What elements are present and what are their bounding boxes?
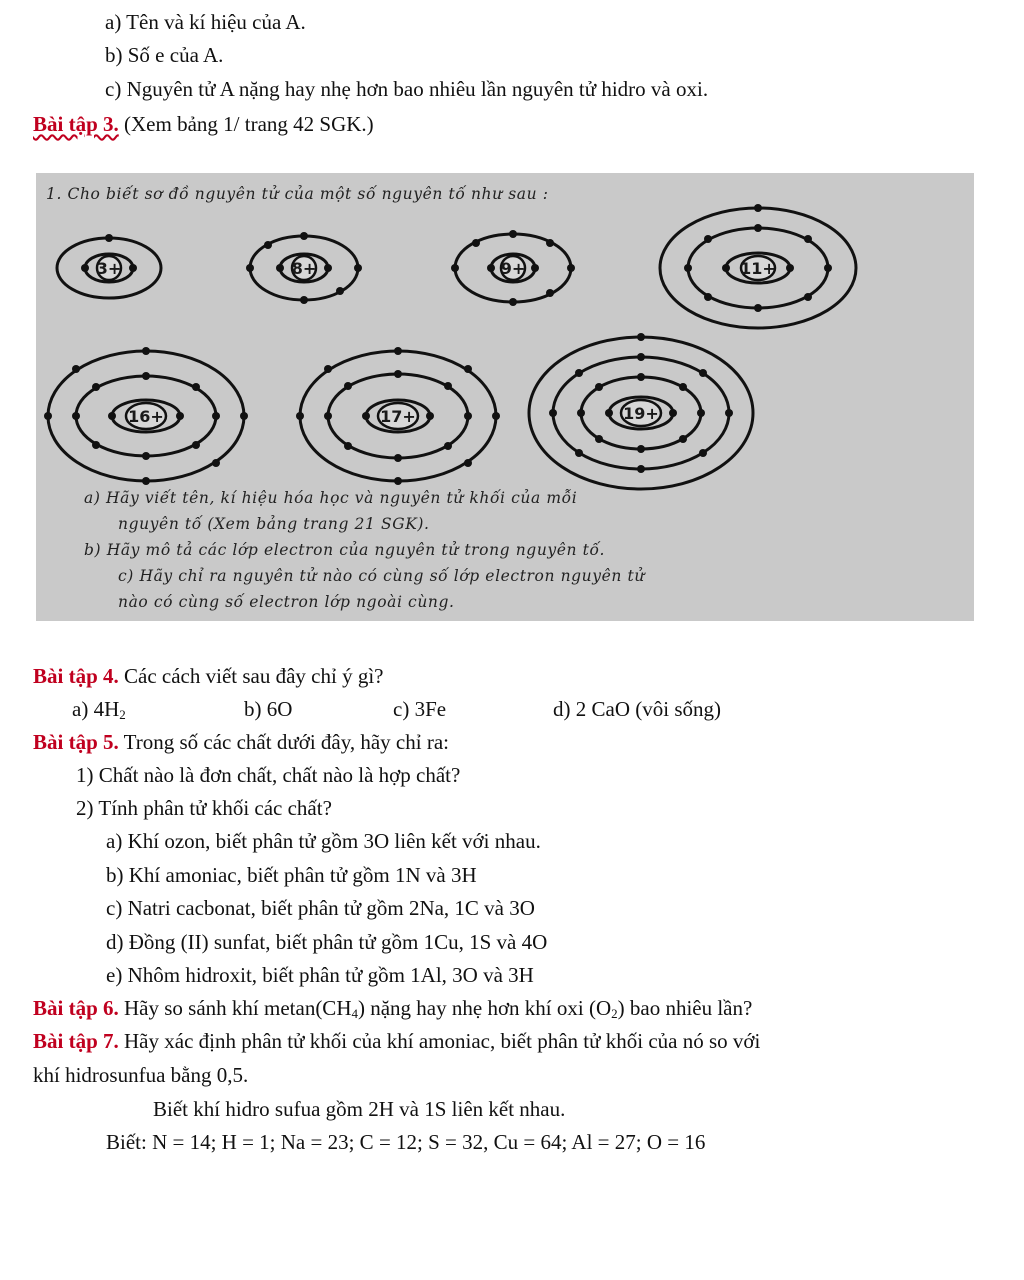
figure-question-b: b) Hãy mô tả các lớp electron của nguyên tử trong nguyên tố. [84, 541, 606, 559]
exercise-5-q1: 1) Chất nào là đơn chất, chất nào là hợp chất? [76, 763, 461, 787]
scanned-textbook-figure [36, 173, 974, 621]
exercise-6 [33, 994, 752, 1022]
exercise-5-e: e) Nhôm hidroxit, biết phân tử gồm 1Al, 3O và 3H [106, 963, 534, 987]
exercise-5-label: Bài tập 5. [33, 730, 119, 754]
exercise-3-label: Bài tập 3. [33, 112, 119, 136]
exercise-4-a-text: a) 4H [72, 697, 120, 721]
exercise-3 [33, 110, 374, 138]
exercise-5-q2: 2) Tính phân tử khối các chất? [76, 796, 332, 820]
intro-b: b) Số e của A. [105, 43, 224, 67]
exercise-7 [33, 1027, 760, 1055]
exercise-4-b: b) 6O [244, 697, 293, 721]
exercise-6-text-3: ) bao nhiêu lần? [617, 996, 753, 1020]
atom-label: 11+ [740, 259, 776, 278]
exercise-4 [33, 662, 384, 690]
figure-question-c1: c) Hãy chỉ ra nguyên tử nào có cùng số lớp electron nguyên tử [118, 567, 645, 585]
exercise-6-sub-2: 2 [611, 1006, 618, 1021]
exercise-5-a: a) Khí ozon, biết phân tử gồm 3O liên kết với nhau. [106, 829, 541, 853]
intro-a: a) Tên và kí hiệu của A. [105, 10, 306, 34]
exercise-5-d: d) Đồng (II) sunfat, biết phân tử gồm 1Cu, 1S và 4O [106, 930, 548, 954]
atom-label: 8+ [291, 259, 317, 278]
atom-label: 9+ [500, 259, 526, 278]
exercise-5-text: Trong số các chất dưới đây, hãy chỉ ra: [118, 730, 449, 754]
exercise-7-label: Bài tập 7. [33, 1029, 119, 1053]
figure-question-a2: nguyên tố (Xem bảng trang 21 SGK). [118, 515, 430, 533]
atom-label: 19+ [623, 404, 659, 423]
atom-label: 16+ [128, 407, 164, 426]
exercise-7-text-2: khí hidrosunfua bằng 0,5. [33, 1063, 249, 1087]
exercise-6-text-2: ) nặng hay nhẹ hơn khí oxi (O [357, 996, 612, 1020]
exercise-4-a-subscript: 2 [119, 707, 126, 722]
exercise-6-text-1: Hãy so sánh khí metan(CH [118, 996, 352, 1020]
exercise-4-text: Các cách viết sau đây chỉ ý gì? [118, 664, 384, 688]
exercise-4-c: c) 3Fe [393, 697, 447, 721]
figure-question-a1: a) Hãy viết tên, kí hiệu hóa học và nguyên tử khối của mỗi [84, 489, 578, 507]
exercise-6-sub-1: 4 [351, 1006, 358, 1021]
exercise-5-b: b) Khí amoniac, biết phân tử gồm 1N và 3H [106, 863, 477, 887]
exercise-4-a [72, 695, 126, 723]
exercise-7-text-1: Hãy xác định phân tử khối của khí amoniac, biết phân tử khối của nó so với [118, 1029, 761, 1053]
figure-question-c2: nào có cùng số electron lớp ngoài cùng. [118, 593, 455, 611]
intro-c: c) Nguyên tử A nặng hay nhẹ hơn bao nhiêu lần nguyên tử hidro và oxi. [105, 77, 709, 101]
exercise-5-c: c) Natri cacbonat, biết phân tử gồm 2Na, 1C và 3O [106, 896, 535, 920]
exercise-3-text: (Xem bảng 1/ trang 42 SGK.) [118, 112, 374, 136]
exercise-4-label: Bài tập 4. [33, 664, 119, 688]
exercise-4-d: d) 2 CaO (vôi sống) [553, 697, 721, 721]
figure-heading: 1. Cho biết sơ đồ nguyên tử của một số nguyên tố như sau : [46, 185, 549, 203]
atom-label: 3+ [96, 259, 122, 278]
exercise-6-label: Bài tập 6. [33, 996, 119, 1020]
atom-label: 17+ [380, 407, 416, 426]
atomic-masses: Biết: N = 14; H = 1; Na = 23; C = 12; S = 32, Cu = 64; Al = 27; O = 16 [106, 1130, 706, 1154]
exercise-5 [33, 728, 449, 756]
exercise-7-note: Biết khí hidro sufua gồm 2H và 1S liên kết nhau. [153, 1097, 566, 1121]
